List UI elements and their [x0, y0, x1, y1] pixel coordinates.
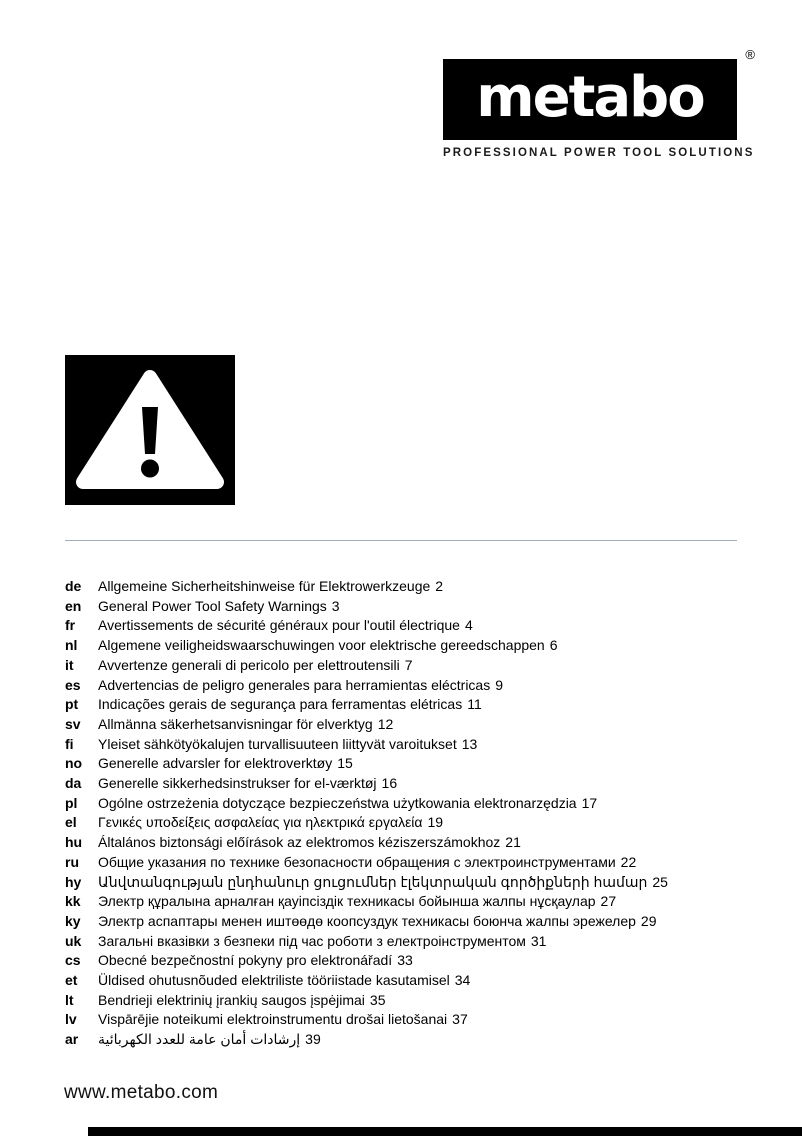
language-title: Yleiset sähkötyökalujen turvallisuuteen liittyvät varoitukset	[98, 735, 457, 752]
language-title: Üldised ohutusnõuded elektriliste tööriistade kasutamisel	[98, 972, 450, 989]
bottom-bar	[88, 1127, 802, 1136]
language-row	[65, 616, 765, 636]
language-code: no	[65, 755, 83, 772]
language-code: hu	[65, 834, 83, 851]
language-row	[65, 1030, 765, 1050]
language-code: de	[65, 578, 82, 594]
language-row	[65, 951, 765, 971]
language-title: Algemene veiligheidswaarschuwingen voor elektrische gereedschappen	[98, 637, 545, 654]
language-code: ky	[65, 912, 81, 929]
page-number: 9	[495, 676, 504, 693]
language-row	[65, 597, 765, 617]
language-title: إرشادات أمان عامة للعدد الكهربائية	[98, 1031, 301, 1048]
language-row	[65, 715, 765, 735]
language-code: kk	[65, 893, 81, 910]
language-title: Электр құралына арналған қауіпсіздік техникасы бойынша жалпы нұсқаулар	[98, 893, 596, 910]
page-number: 11	[467, 696, 482, 713]
language-title: Obecné bezpečnostní pokyny pro elektronářadí	[98, 952, 393, 969]
language-row	[65, 813, 765, 833]
language-title: Generelle advarsler for elektroverktøy	[98, 755, 333, 772]
page-number: 33	[397, 952, 413, 969]
language-row	[65, 853, 765, 873]
page-number: 6	[549, 637, 558, 654]
language-code: et	[65, 972, 78, 989]
language-row	[65, 794, 765, 814]
metabo-logo-box	[443, 59, 737, 140]
registered-trademark-symbol: ®	[745, 47, 755, 62]
metabo-logo	[443, 47, 755, 159]
language-title: General Power Tool Safety Warnings	[98, 597, 327, 614]
metabo-logo-text: metabo	[476, 64, 704, 130]
page-number: 35	[369, 991, 386, 1008]
language-row	[65, 892, 765, 912]
page-number: 2	[435, 578, 444, 594]
language-code: it	[65, 656, 74, 673]
language-title: Ogólne ostrzeżenia dotyczące bezpieczeństwa użytkowania elektronarzędzia	[98, 794, 577, 811]
page-number: 37	[452, 1011, 468, 1028]
language-title: Indicações gerais de segurança para ferramentas elétricas	[98, 696, 463, 713]
language-row	[65, 735, 765, 755]
language-row	[65, 577, 765, 597]
page-number: 7	[404, 656, 413, 673]
language-row	[65, 991, 765, 1011]
warning-triangle-icon	[65, 355, 235, 505]
language-code: sv	[65, 715, 81, 732]
page-number: 25	[652, 873, 668, 890]
page-number: 31	[530, 932, 547, 949]
language-code: lv	[65, 1011, 77, 1028]
page-number: 12	[377, 715, 394, 732]
website-url: www.metabo.com	[64, 1082, 219, 1103]
language-code: pl	[65, 794, 78, 811]
language-row	[65, 636, 765, 656]
language-title: Általános biztonsági előírások az elektromos kéziszerszámokhoz	[98, 834, 501, 851]
language-row	[65, 971, 765, 991]
language-title: Загальні вказівки з безпеки під час роботи з електроінструментом	[98, 932, 526, 949]
language-title: Allmänna säkerhetsanvisningar för elverktyg	[98, 715, 373, 732]
page-number: 3	[331, 597, 340, 614]
language-title: Электр аспаптары менен иштөөдө коопсуздук техникасы боюнча жалпы эрежелер	[98, 912, 636, 929]
language-title: Avertissements de sécurité généraux pour l'outil électrique	[98, 617, 460, 634]
language-row	[65, 774, 765, 794]
language-row	[65, 873, 765, 893]
language-row	[65, 1010, 765, 1030]
language-row	[65, 656, 765, 676]
brand-tagline: PROFESSIONAL POWER TOOL SOLUTIONS	[443, 147, 755, 159]
language-code: es	[65, 676, 81, 693]
language-row	[65, 676, 765, 696]
language-row	[65, 833, 765, 853]
language-title: Bendrieji elektrinių įrankių saugos įspėjimai	[98, 991, 365, 1008]
language-code: hy	[65, 873, 82, 890]
page-number: 17	[581, 794, 598, 811]
language-title: Generelle sikkerhedsinstrukser for el-værktøj	[98, 775, 377, 792]
language-title: Անվտանգության ընդհանուր ցուցումներ էլեկտրական գործիքների համար	[98, 873, 648, 890]
page-number: 16	[381, 775, 398, 792]
language-title: Avvertenze generali di pericolo per elettroutensili	[98, 656, 400, 673]
page-number: 4	[464, 617, 473, 634]
page-number: 13	[461, 735, 478, 752]
language-code: cs	[65, 952, 81, 969]
page-number: 29	[640, 912, 657, 929]
language-row	[65, 695, 765, 715]
language-title: Vispārējie noteikumi elektroinstrumentu drošai lietošanai	[98, 1011, 448, 1028]
language-title: Общие указания по технике безопасности обращения с электроинструментами	[98, 853, 616, 870]
language-code: el	[65, 814, 77, 831]
language-code: da	[65, 775, 82, 792]
language-title: Allgemeine Sicherheitshinweise für Elektrowerkzeuge	[98, 578, 431, 594]
page-number: 22	[620, 853, 637, 870]
page-number: 27	[600, 893, 617, 910]
separator-line	[65, 540, 737, 541]
language-code: fi	[65, 735, 74, 752]
language-code: lt	[65, 991, 74, 1008]
language-code: pt	[65, 696, 79, 713]
language-row	[65, 754, 765, 774]
page-number: 21	[505, 834, 521, 851]
language-list	[65, 577, 765, 1050]
language-row	[65, 932, 765, 952]
language-code: fr	[65, 617, 76, 634]
language-title: Γενικές υποδείξεις ασφαλείας για ηλεκτρικά εργαλεία	[98, 814, 423, 831]
language-title: Advertencias de peligro generales para herramientas eléctricas	[98, 676, 491, 693]
language-code: ar	[65, 1031, 79, 1048]
page-number: 34	[454, 972, 471, 989]
language-code: nl	[65, 637, 78, 654]
page-number: 15	[337, 755, 353, 772]
language-code: ru	[65, 853, 79, 870]
language-code: en	[65, 597, 82, 614]
language-code: uk	[65, 932, 82, 949]
page-number: 19	[427, 814, 444, 831]
language-row	[65, 912, 765, 932]
page-number: 39	[305, 1031, 321, 1048]
